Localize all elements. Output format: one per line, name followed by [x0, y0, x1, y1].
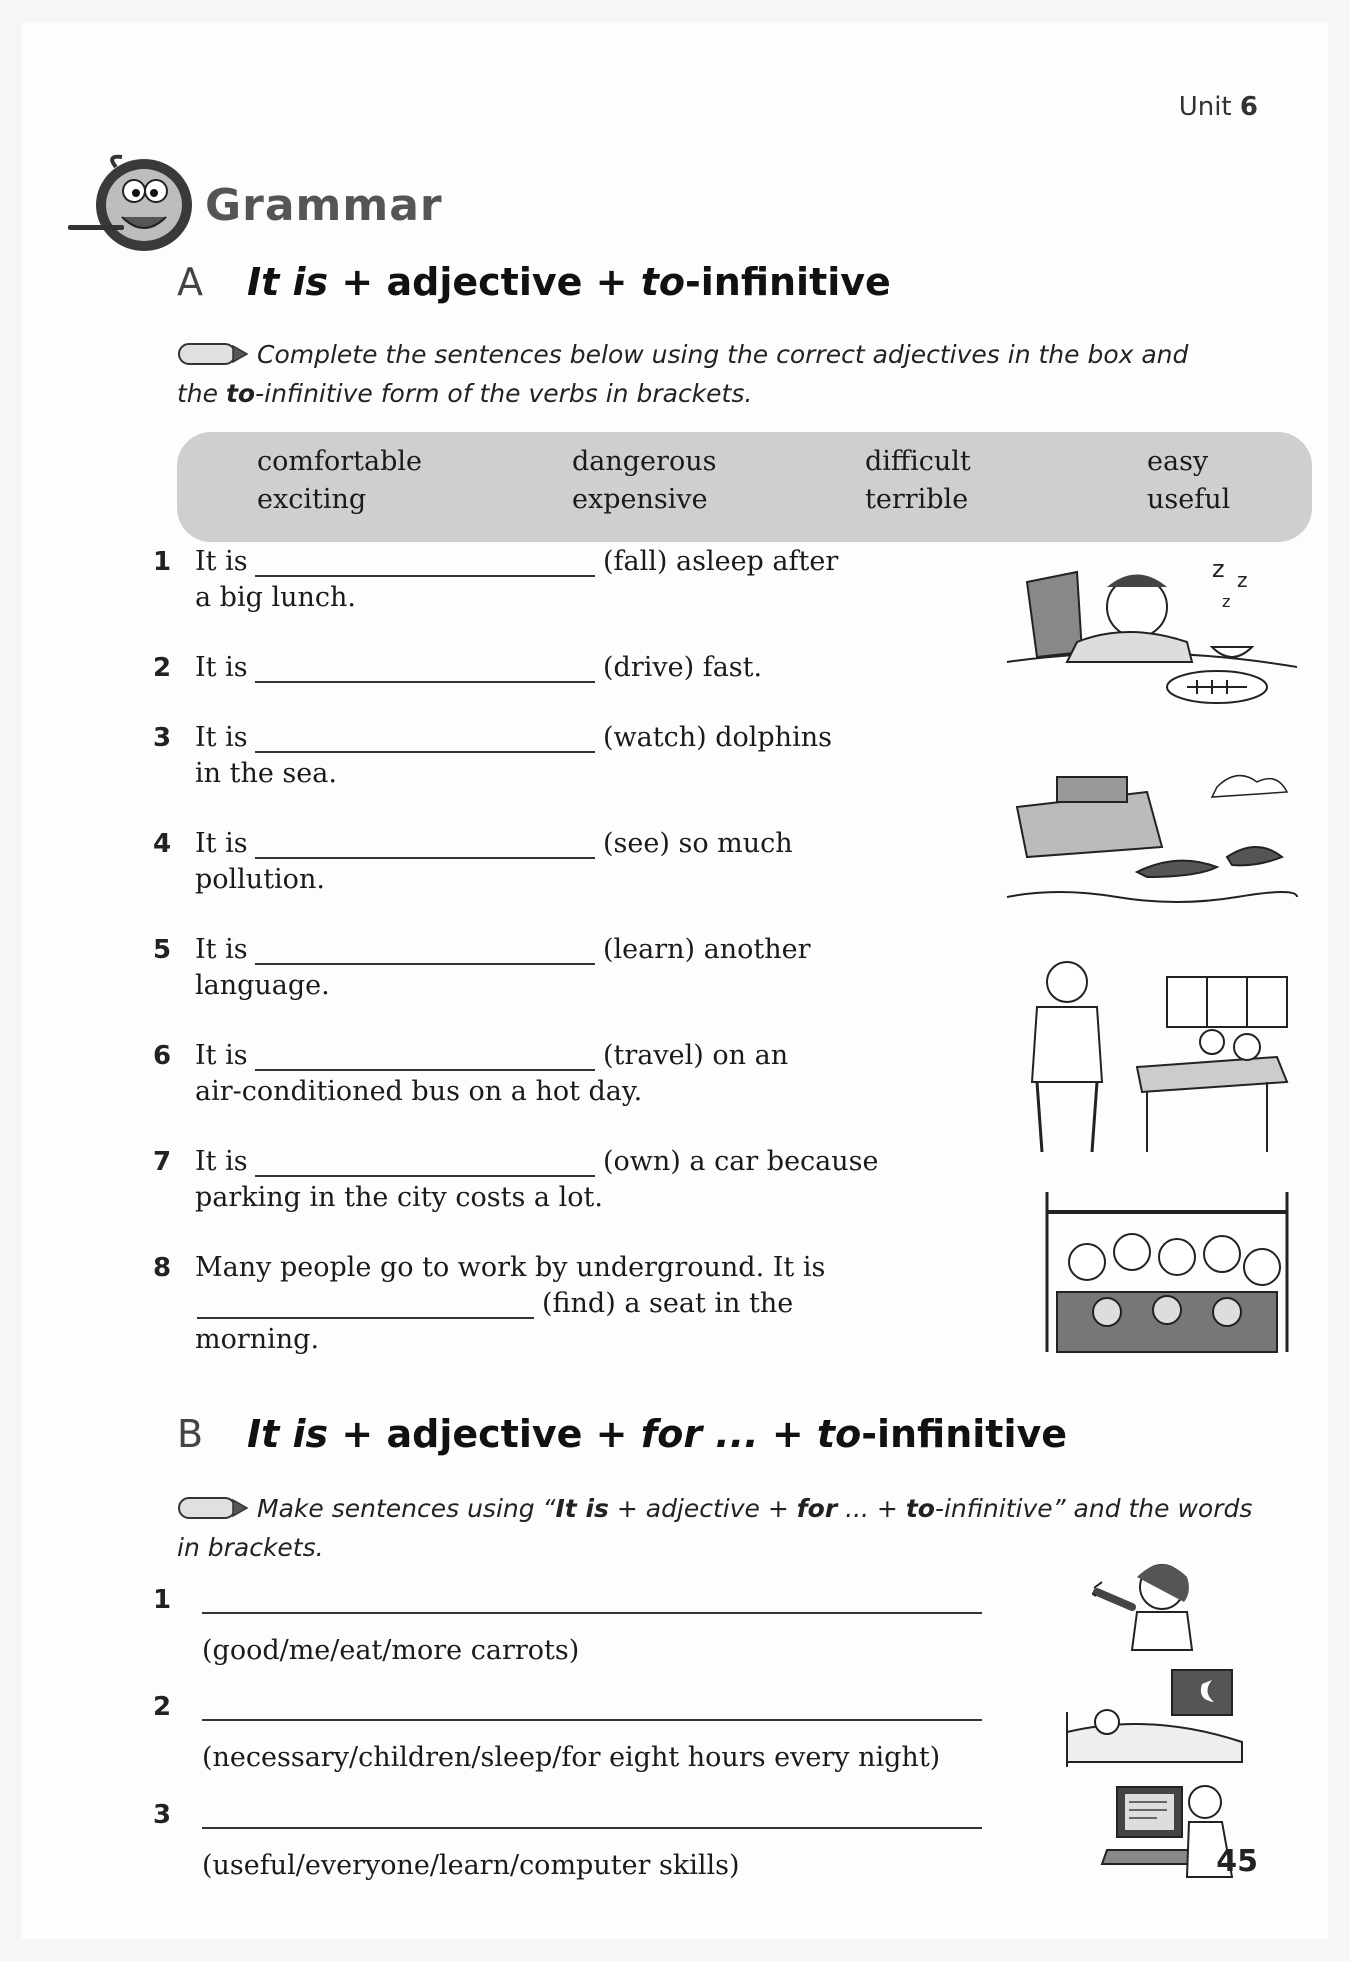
word-option: dangerous — [572, 446, 717, 477]
answer-line[interactable] — [202, 1719, 982, 1721]
answer-blank[interactable] — [255, 1175, 595, 1177]
item-verb: (find) a seat in the — [542, 1288, 794, 1319]
item-continuation: a big lunch. — [195, 582, 356, 613]
item-verb: (see) so much — [603, 828, 793, 859]
item-lead: It is — [195, 652, 248, 683]
item-lead: It is — [195, 1040, 248, 1071]
item-lead: It is — [195, 828, 248, 859]
item-number: 2 — [153, 1692, 172, 1722]
section-b-heading: B It is + adjective + for ... + to-infinitive — [177, 1412, 1068, 1456]
item-continuation: parking in the city costs a lot. — [195, 1182, 603, 1213]
answer-line[interactable] — [202, 1612, 982, 1614]
item-lead: Many people go to work by underground. It is — [195, 1252, 826, 1283]
item-number: 1 — [153, 1585, 172, 1615]
pencil-tag-icon — [177, 340, 251, 368]
answer-blank[interactable] — [255, 1069, 595, 1071]
svg-text:z: z — [1212, 555, 1225, 583]
answer-blank[interactable] — [255, 681, 595, 683]
item-lead: It is — [195, 722, 248, 753]
item-continuation: air-conditioned bus on a hot day. — [195, 1076, 643, 1107]
answer-line[interactable] — [202, 1827, 982, 1829]
word-option: exciting — [257, 484, 367, 515]
item-number: 1 — [153, 547, 172, 577]
item-verb: (watch) dolphins — [603, 722, 832, 753]
section-a-heading: A It is + adjective + to-infinitive — [177, 260, 891, 304]
sleeping-man-illustration — [997, 542, 1302, 717]
item-lead: It is — [195, 934, 248, 965]
svg-text:z: z — [1237, 568, 1248, 592]
item-continuation: pollution. — [195, 864, 325, 895]
item-hint: (good/me/eat/more carrots) — [202, 1635, 580, 1666]
svg-text:z: z — [1222, 592, 1231, 611]
item-number: 3 — [153, 723, 172, 753]
item-number: 2 — [153, 653, 172, 683]
answer-blank[interactable] — [255, 575, 595, 577]
item-hint: (necessary/children/sleep/for eight hours every night) — [202, 1742, 941, 1773]
answer-blank[interactable] — [255, 857, 595, 859]
item-verb: (travel) on an — [603, 1040, 789, 1071]
item-continuation: in the sea. — [195, 758, 337, 789]
word-option: comfortable — [257, 446, 422, 477]
item-lead: It is — [195, 1146, 248, 1177]
answer-blank[interactable] — [255, 751, 595, 753]
word-option: terrible — [865, 484, 969, 515]
worksheet-page — [22, 22, 1328, 1939]
teacher-classroom-illustration — [997, 952, 1302, 1157]
word-option: easy — [1147, 446, 1209, 477]
section-b-instruction: Make sentences using “It is + adjective + for ... + to-infinitive” and the words in brackets. — [177, 1494, 1253, 1562]
child-sleeping-illustration — [1062, 1662, 1247, 1772]
item-verb: (own) a car because — [603, 1146, 879, 1177]
item-verb: (fall) asleep after — [603, 546, 839, 577]
answer-blank[interactable] — [197, 1317, 534, 1319]
item-number: 5 — [153, 935, 172, 965]
mascot-icon — [66, 147, 196, 257]
item-lead: It is — [195, 546, 248, 577]
item-number: 4 — [153, 829, 172, 859]
item-number: 8 — [153, 1253, 172, 1283]
item-number: 6 — [153, 1041, 172, 1071]
item-verb: (learn) another — [603, 934, 811, 965]
girl-carrot-illustration — [1092, 1552, 1212, 1652]
dolphin-boat-illustration — [997, 757, 1302, 932]
page-number: 45 — [1216, 1844, 1258, 1879]
crowded-train-illustration — [1037, 1182, 1297, 1362]
section-a-instruction: Complete the sentences below using the correct adjectives in the box and the to-infinitive form of the verbs in brackets. — [177, 340, 1189, 408]
item-hint: (useful/everyone/learn/computer skills) — [202, 1850, 740, 1881]
item-continuation: morning. — [195, 1324, 320, 1355]
item-number: 3 — [153, 1800, 172, 1830]
item-number: 7 — [153, 1147, 172, 1177]
word-option: expensive — [572, 484, 708, 515]
page-title: Grammar — [205, 180, 443, 231]
item-verb: (drive) fast. — [603, 652, 763, 683]
answer-blank[interactable] — [255, 963, 595, 965]
item-continuation: language. — [195, 970, 330, 1001]
word-box — [177, 432, 1312, 542]
pencil-tag-icon — [177, 1494, 251, 1522]
unit-label: Unit 6 — [1178, 92, 1258, 122]
word-option: useful — [1147, 484, 1231, 515]
word-option: difficult — [865, 446, 971, 477]
